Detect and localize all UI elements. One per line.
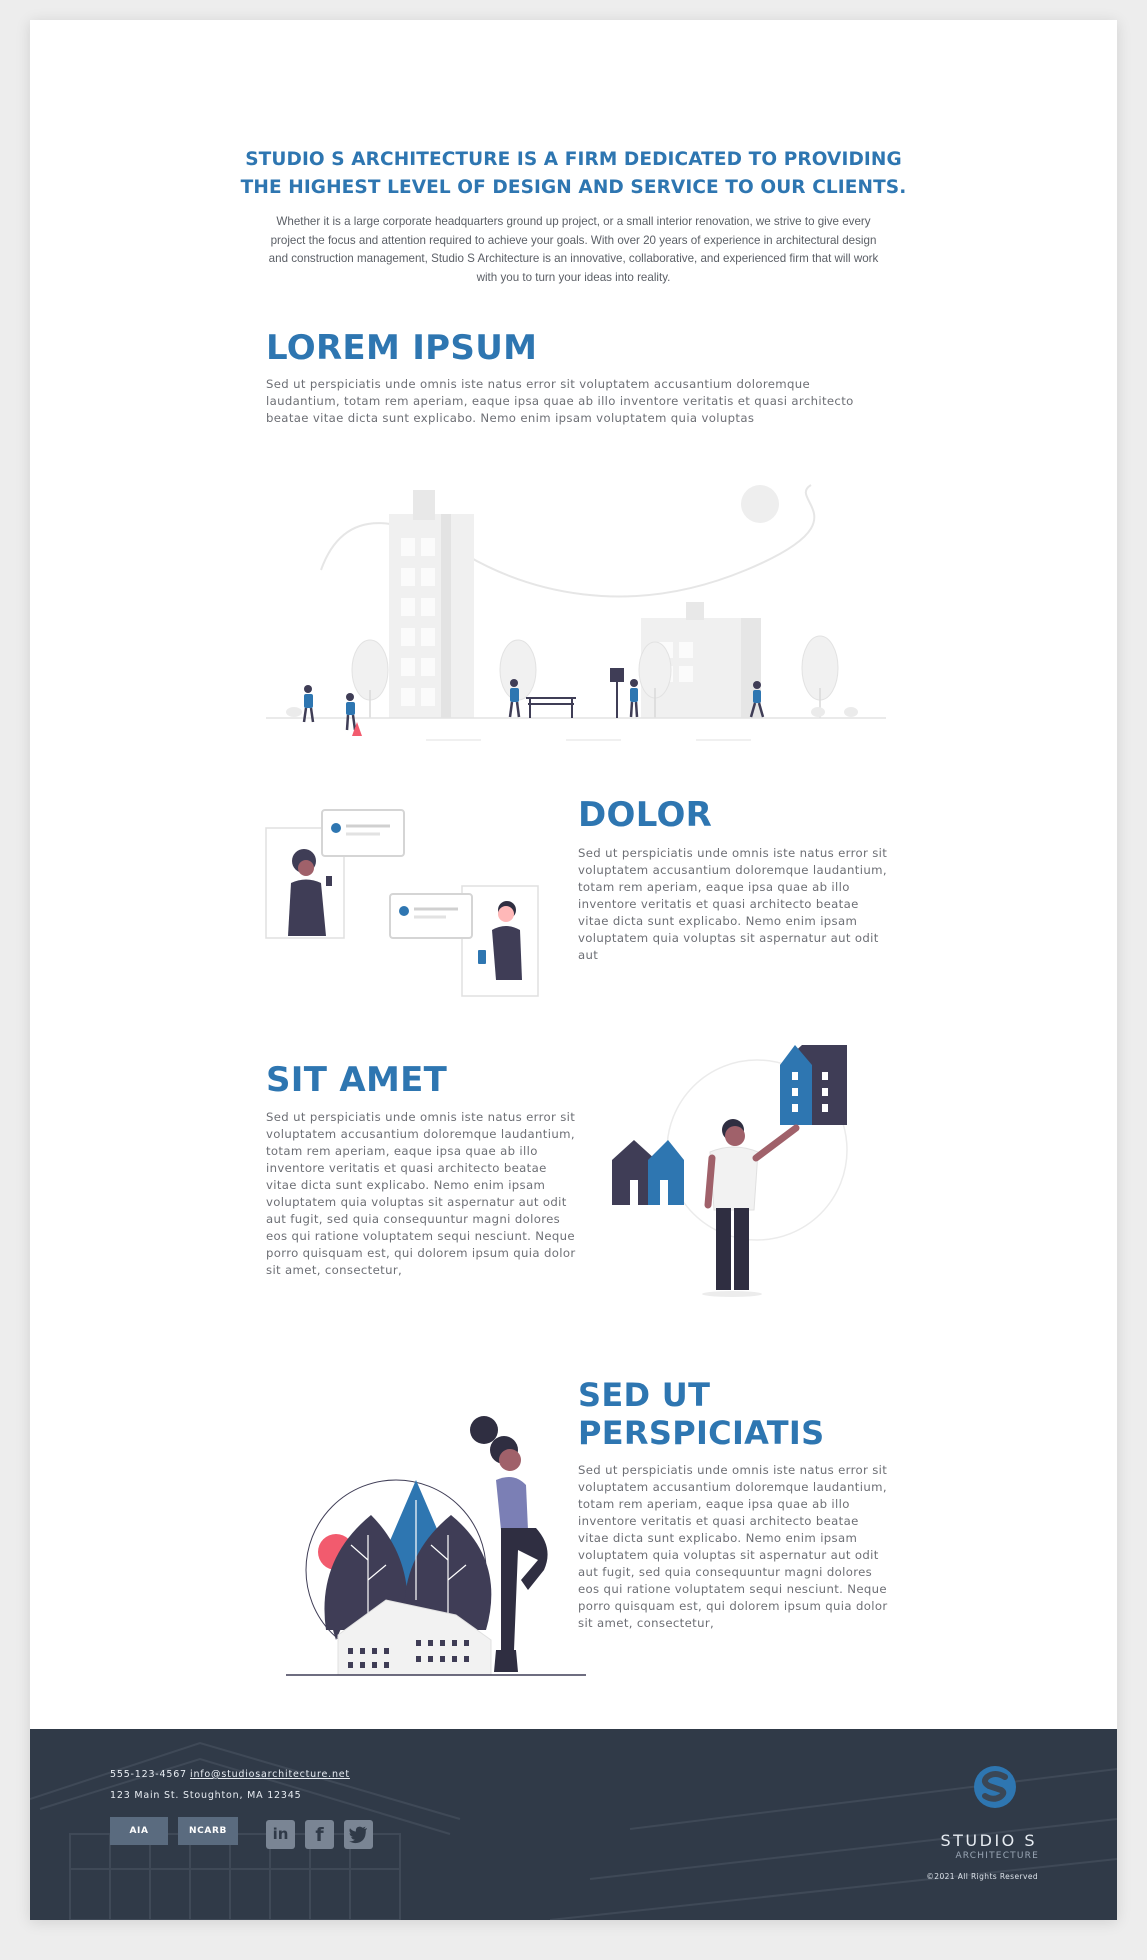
aia-badge-button[interactable]: AIA xyxy=(110,1817,168,1845)
intro-heading-line2: THE HIGHEST LEVEL OF DESIGN AND SERVICE TO OUR CLIENTS. xyxy=(240,177,907,198)
section-text-sit-amet: Sed ut perspiciatis unde omnis iste natus error sit voluptatem accusantium doloremque laudantium, totam rem aperiam, eaque ipsa quae ab illo inventore veritatis et quasi architecto beatae vitae dicta sunt explicabo. Nemo enim ipsam voluptatem quia voluptas sit aspernatur aut odit aut fugit, sed quia consequuntur magni dolores eos qui ratione voluptatem sequi nesciunt. Neque porro quisquam est, qui dolorem ipsum quia dolor sit amet, consectetur, xyxy=(266,1110,576,1277)
footer-copyright: ©2021 All Rights Reserved xyxy=(926,1872,1038,1881)
twitter-icon[interactable] xyxy=(344,1820,373,1849)
city-illustration xyxy=(266,460,886,760)
footer-address: 123 Main St. Stoughton, MA 12345 xyxy=(110,1790,302,1801)
footer-phone[interactable]: 555-123-4567 xyxy=(110,1769,187,1780)
section-title-sed-ut-line2: PERSPICIATIS xyxy=(578,1414,825,1452)
section-title-sed-ut xyxy=(578,1376,824,1452)
intro-paragraph: Whether it is a large corporate headquarters ground up project, or a small interior renovation, we strive to give every project the focus and attention required to achieve your goals. With over 20 years of experience in architectural design and construction management, Studio S Architecture is an innovative, collaborative, and experienced firm that will work with you to turn your ideas into reality. xyxy=(268,215,879,284)
section-title-lorem-ipsum: LOREM IPSUM xyxy=(266,328,538,368)
footer-brand-sub: ARCHITECTURE xyxy=(955,1851,1039,1861)
section-title-sit-amet: SIT AMET xyxy=(266,1060,448,1100)
page-canvas xyxy=(30,20,1117,1920)
section-text-sed-ut: Sed ut perspiciatis unde omnis iste natus error sit voluptatem accusantium doloremque laudantium, totam rem aperiam, eaque ipsa quae ab illo inventore veritatis et quasi architecto beatae vitae dicta sunt explicabo. Nemo enim ipsam voluptatem quia voluptas sit aspernatur aut odit aut fugit, sed quia consequuntur magni dolores eos qui ratione voluptatem sequi nesciunt. Neque porro quisquam est, qui dolorem ipsum quia dolor sit amet, consectetur, xyxy=(578,1463,888,1630)
footer-email-link[interactable]: info@studiosarchitecture.net xyxy=(190,1769,350,1780)
intro-heading xyxy=(30,146,1117,202)
section-title-dolor: DOLOR xyxy=(578,795,713,835)
section-text-lorem-ipsum: Sed ut perspiciatis unde omnis iste natus error sit voluptatem accusantium doloremque laudantium, totam rem aperiam, eaque ipsa quae ab illo inventore veritatis et quasi architecto beatae vitae dicta sunt explicabo. Nemo enim ipsam voluptatem quia voluptas xyxy=(266,377,854,425)
ncarb-badge-button[interactable]: NCARB xyxy=(178,1817,238,1845)
intro-heading-line1: STUDIO S ARCHITECTURE IS A FIRM DEDICATED TO PROVIDING xyxy=(245,149,902,170)
section-text-dolor: Sed ut perspiciatis unde omnis iste natus error sit voluptatem accusantium doloremque laudantium, totam rem aperiam, eaque ipsa quae ab illo inventore veritatis et quasi architecto beatae vitae dicta sunt explicabo. Nemo enim ipsam voluptatem quia voluptas sit aspernatur aut odit aut xyxy=(578,846,888,962)
section-title-sed-ut-line1: SED UT xyxy=(578,1376,711,1414)
studio-s-logo-icon xyxy=(973,1765,1017,1809)
linkedin-icon[interactable]: in xyxy=(266,1820,295,1849)
houses-illustration xyxy=(612,1040,872,1320)
footer-brand-name: STUDIO S xyxy=(940,1831,1037,1850)
person-building-illustration xyxy=(256,1400,596,1680)
facebook-icon[interactable]: f xyxy=(305,1820,334,1849)
footer xyxy=(30,1729,1117,1920)
messaging-illustration xyxy=(266,788,546,978)
